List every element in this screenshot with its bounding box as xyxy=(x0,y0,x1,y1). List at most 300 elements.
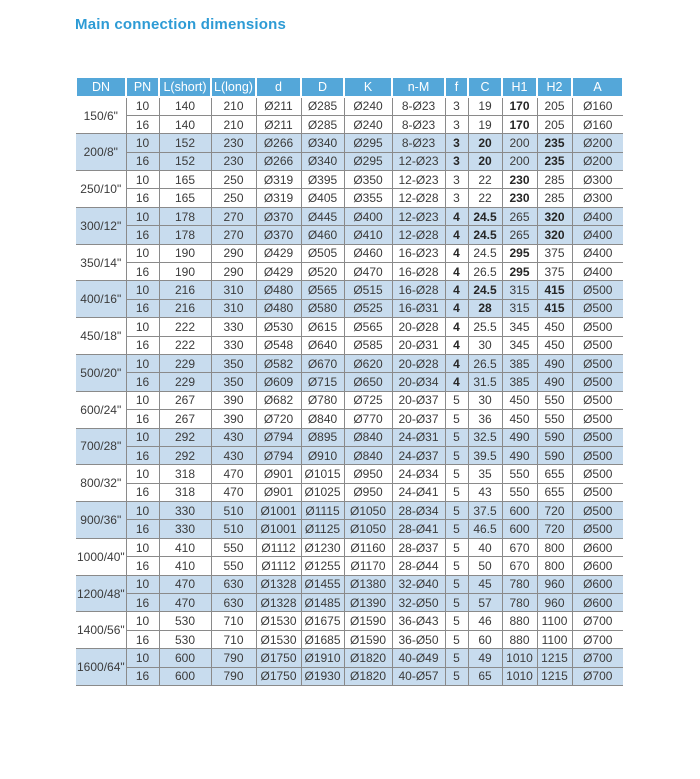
pn-cell: 16 xyxy=(126,410,159,428)
value-cell: 20-Ø37 xyxy=(392,391,445,409)
value-cell: 230 xyxy=(502,171,537,189)
value-cell: 470 xyxy=(159,575,211,593)
dn-cell: 900/36" xyxy=(76,502,126,539)
value-cell: 1100 xyxy=(537,630,572,648)
value-cell: Ø715 xyxy=(301,373,344,391)
dn-cell: 400/16" xyxy=(76,281,126,318)
value-cell: 375 xyxy=(537,244,572,262)
value-cell: Ø600 xyxy=(572,538,623,556)
value-cell: 5 xyxy=(445,667,468,685)
value-cell: 8-Ø23 xyxy=(392,97,445,115)
value-cell: Ø400 xyxy=(344,207,392,225)
pn-cell: 16 xyxy=(126,557,159,575)
value-cell: Ø580 xyxy=(301,299,344,317)
value-cell: 720 xyxy=(537,520,572,538)
value-cell: Ø1025 xyxy=(301,483,344,501)
dn-cell: 1000/40" xyxy=(76,538,126,575)
value-cell: 318 xyxy=(159,465,211,483)
value-cell: 880 xyxy=(502,612,537,630)
value-cell: 5 xyxy=(445,575,468,593)
value-cell: 310 xyxy=(211,299,256,317)
column-header: D xyxy=(301,77,344,97)
value-cell: Ø1750 xyxy=(256,649,301,667)
value-cell: Ø410 xyxy=(344,226,392,244)
value-cell: Ø794 xyxy=(256,446,301,464)
table-header xyxy=(76,77,623,97)
value-cell: 178 xyxy=(159,226,211,244)
value-cell: 3 xyxy=(445,115,468,133)
value-cell: Ø700 xyxy=(572,612,623,630)
value-cell: Ø700 xyxy=(572,667,623,685)
pn-cell: 16 xyxy=(126,336,159,354)
value-cell: Ø1050 xyxy=(344,520,392,538)
value-cell: Ø1255 xyxy=(301,557,344,575)
value-cell: 20-Ø28 xyxy=(392,318,445,336)
pn-cell: 10 xyxy=(126,281,159,299)
value-cell: 165 xyxy=(159,189,211,207)
pn-cell: 10 xyxy=(126,465,159,483)
value-cell: Ø370 xyxy=(256,226,301,244)
value-cell: Ø582 xyxy=(256,354,301,372)
value-cell: 5 xyxy=(445,557,468,575)
dn-cell: 700/28" xyxy=(76,428,126,465)
value-cell: 32-Ø50 xyxy=(392,594,445,612)
table-row xyxy=(76,428,623,446)
value-cell: Ø300 xyxy=(572,189,623,207)
value-cell: 600 xyxy=(502,520,537,538)
value-cell: 28-Ø37 xyxy=(392,538,445,556)
value-cell: 37.5 xyxy=(468,502,502,520)
value-cell: 24.5 xyxy=(468,226,502,244)
value-cell: 235 xyxy=(537,152,572,170)
column-header: L(short) xyxy=(159,77,211,97)
value-cell: 16-Ø31 xyxy=(392,299,445,317)
value-cell: 4 xyxy=(445,354,468,372)
value-cell: Ø682 xyxy=(256,391,301,409)
value-cell: 30 xyxy=(468,391,502,409)
dn-cell: 150/6" xyxy=(76,97,126,134)
value-cell: Ø285 xyxy=(301,97,344,115)
value-cell: 20-Ø31 xyxy=(392,336,445,354)
value-cell: Ø1160 xyxy=(344,538,392,556)
value-cell: Ø160 xyxy=(572,97,623,115)
value-cell: 3 xyxy=(445,152,468,170)
value-cell: 320 xyxy=(537,207,572,225)
value-cell: 22 xyxy=(468,171,502,189)
value-cell: 36-Ø50 xyxy=(392,630,445,648)
value-cell: Ø525 xyxy=(344,299,392,317)
value-cell: 510 xyxy=(211,520,256,538)
table-row xyxy=(76,465,623,483)
value-cell: 5 xyxy=(445,594,468,612)
value-cell: Ø1530 xyxy=(256,630,301,648)
column-header: K xyxy=(344,77,392,97)
value-cell: 670 xyxy=(502,538,537,556)
value-cell: 32.5 xyxy=(468,428,502,446)
table-row xyxy=(76,134,623,152)
value-cell: 375 xyxy=(537,263,572,281)
value-cell: 229 xyxy=(159,354,211,372)
value-cell: 267 xyxy=(159,410,211,428)
value-cell: 415 xyxy=(537,281,572,299)
value-cell: Ø460 xyxy=(301,226,344,244)
value-cell: Ø400 xyxy=(572,207,623,225)
value-cell: Ø355 xyxy=(344,189,392,207)
value-cell: 290 xyxy=(211,244,256,262)
value-cell: 295 xyxy=(502,244,537,262)
value-cell: Ø620 xyxy=(344,354,392,372)
value-cell: 330 xyxy=(159,520,211,538)
column-header: f xyxy=(445,77,468,97)
table-row xyxy=(76,391,623,409)
value-cell: Ø950 xyxy=(344,483,392,501)
value-cell: 490 xyxy=(502,446,537,464)
value-cell: 330 xyxy=(211,336,256,354)
value-cell: 600 xyxy=(159,667,211,685)
value-cell: Ø1328 xyxy=(256,594,301,612)
value-cell: 385 xyxy=(502,354,537,372)
value-cell: 24-Ø41 xyxy=(392,483,445,501)
value-cell: 350 xyxy=(211,373,256,391)
pn-cell: 10 xyxy=(126,171,159,189)
value-cell: 20-Ø34 xyxy=(392,373,445,391)
pn-cell: 16 xyxy=(126,667,159,685)
table-row xyxy=(76,244,623,262)
value-cell: 1215 xyxy=(537,667,572,685)
value-cell: 4 xyxy=(445,263,468,281)
dn-cell: 200/8" xyxy=(76,134,126,171)
value-cell: 50 xyxy=(468,557,502,575)
table-row xyxy=(76,336,623,354)
table-row xyxy=(76,373,623,391)
value-cell: 32-Ø40 xyxy=(392,575,445,593)
value-cell: 46.5 xyxy=(468,520,502,538)
value-cell: 470 xyxy=(211,483,256,501)
table-row xyxy=(76,189,623,207)
value-cell: 28-Ø44 xyxy=(392,557,445,575)
value-cell: Ø1455 xyxy=(301,575,344,593)
value-cell: 165 xyxy=(159,171,211,189)
value-cell: Ø725 xyxy=(344,391,392,409)
value-cell: Ø600 xyxy=(572,557,623,575)
value-cell: 315 xyxy=(502,281,537,299)
value-cell: 345 xyxy=(502,318,537,336)
value-cell: 36 xyxy=(468,410,502,428)
table-row xyxy=(76,281,623,299)
column-header: d xyxy=(256,77,301,97)
connection-dimensions-table xyxy=(75,76,624,686)
value-cell: 222 xyxy=(159,336,211,354)
value-cell: 20 xyxy=(468,134,502,152)
pn-cell: 16 xyxy=(126,446,159,464)
pn-cell: 16 xyxy=(126,263,159,281)
dn-cell: 600/24" xyxy=(76,391,126,428)
value-cell: 230 xyxy=(211,152,256,170)
pn-cell: 10 xyxy=(126,207,159,225)
value-cell: 390 xyxy=(211,410,256,428)
value-cell: Ø950 xyxy=(344,465,392,483)
value-cell: 40-Ø57 xyxy=(392,667,445,685)
pn-cell: 10 xyxy=(126,134,159,152)
value-cell: Ø1675 xyxy=(301,612,344,630)
value-cell: 292 xyxy=(159,446,211,464)
value-cell: Ø1170 xyxy=(344,557,392,575)
value-cell: 880 xyxy=(502,630,537,648)
pn-cell: 16 xyxy=(126,373,159,391)
table-row xyxy=(76,520,623,538)
value-cell: 780 xyxy=(502,594,537,612)
value-cell: 4 xyxy=(445,226,468,244)
dn-cell: 500/20" xyxy=(76,354,126,391)
value-cell: Ø429 xyxy=(256,263,301,281)
value-cell: 4 xyxy=(445,281,468,299)
table-row xyxy=(76,557,623,575)
value-cell: 292 xyxy=(159,428,211,446)
pn-cell: 16 xyxy=(126,483,159,501)
value-cell: Ø500 xyxy=(572,336,623,354)
value-cell: 3 xyxy=(445,189,468,207)
value-cell: Ø1820 xyxy=(344,667,392,685)
value-cell: 290 xyxy=(211,263,256,281)
column-header: PN xyxy=(126,77,159,97)
value-cell: 410 xyxy=(159,538,211,556)
column-header: L(long) xyxy=(211,77,256,97)
value-cell: 12-Ø28 xyxy=(392,189,445,207)
value-cell: 790 xyxy=(211,667,256,685)
value-cell: 24-Ø34 xyxy=(392,465,445,483)
value-cell: Ø500 xyxy=(572,410,623,428)
value-cell: 26.5 xyxy=(468,263,502,281)
pn-cell: 16 xyxy=(126,226,159,244)
value-cell: 216 xyxy=(159,281,211,299)
value-cell: Ø585 xyxy=(344,336,392,354)
value-cell: Ø460 xyxy=(344,244,392,262)
value-cell: 210 xyxy=(211,97,256,115)
value-cell: 40 xyxy=(468,538,502,556)
value-cell: 5 xyxy=(445,410,468,428)
pn-cell: 10 xyxy=(126,612,159,630)
value-cell: Ø1910 xyxy=(301,649,344,667)
value-cell: 26.5 xyxy=(468,354,502,372)
value-cell: Ø840 xyxy=(344,428,392,446)
dn-cell: 800/32" xyxy=(76,465,126,502)
value-cell: Ø600 xyxy=(572,594,623,612)
value-cell: Ø670 xyxy=(301,354,344,372)
value-cell: 57 xyxy=(468,594,502,612)
value-cell: 960 xyxy=(537,594,572,612)
value-cell: 16-Ø28 xyxy=(392,263,445,281)
value-cell: Ø500 xyxy=(572,354,623,372)
value-cell: 265 xyxy=(502,226,537,244)
value-cell: 3 xyxy=(445,134,468,152)
value-cell: Ø1930 xyxy=(301,667,344,685)
value-cell: 200 xyxy=(502,134,537,152)
column-header: H1 xyxy=(502,77,537,97)
value-cell: 550 xyxy=(537,410,572,428)
value-cell: 267 xyxy=(159,391,211,409)
column-header: n-M xyxy=(392,77,445,97)
value-cell: 152 xyxy=(159,134,211,152)
value-cell: 43 xyxy=(468,483,502,501)
table-row xyxy=(76,410,623,428)
value-cell: 210 xyxy=(211,115,256,133)
value-cell: 28 xyxy=(468,299,502,317)
value-cell: Ø370 xyxy=(256,207,301,225)
value-cell: Ø780 xyxy=(301,391,344,409)
value-cell: 800 xyxy=(537,557,572,575)
value-cell: 65 xyxy=(468,667,502,685)
value-cell: 24.5 xyxy=(468,244,502,262)
value-cell: 530 xyxy=(159,630,211,648)
value-cell: 12-Ø23 xyxy=(392,171,445,189)
table-row xyxy=(76,318,623,336)
value-cell: Ø1115 xyxy=(301,502,344,520)
table-row xyxy=(76,502,623,520)
value-cell: 28-Ø34 xyxy=(392,502,445,520)
value-cell: 4 xyxy=(445,318,468,336)
value-cell: 4 xyxy=(445,336,468,354)
value-cell: 1010 xyxy=(502,649,537,667)
value-cell: Ø500 xyxy=(572,483,623,501)
value-cell: 5 xyxy=(445,520,468,538)
value-cell: Ø515 xyxy=(344,281,392,299)
value-cell: Ø1390 xyxy=(344,594,392,612)
value-cell: 36-Ø43 xyxy=(392,612,445,630)
value-cell: Ø1125 xyxy=(301,520,344,538)
table-row xyxy=(76,152,623,170)
value-cell: Ø1230 xyxy=(301,538,344,556)
pn-cell: 16 xyxy=(126,152,159,170)
value-cell: 600 xyxy=(502,502,537,520)
value-cell: 16-Ø23 xyxy=(392,244,445,262)
value-cell: Ø300 xyxy=(572,171,623,189)
value-cell: 152 xyxy=(159,152,211,170)
value-cell: Ø615 xyxy=(301,318,344,336)
value-cell: 46 xyxy=(468,612,502,630)
value-cell: Ø200 xyxy=(572,152,623,170)
value-cell: Ø340 xyxy=(301,134,344,152)
value-cell: 190 xyxy=(159,244,211,262)
value-cell: Ø1112 xyxy=(256,538,301,556)
value-cell: 330 xyxy=(211,318,256,336)
value-cell: Ø160 xyxy=(572,115,623,133)
table-row xyxy=(76,667,623,685)
value-cell: 345 xyxy=(502,336,537,354)
value-cell: Ø901 xyxy=(256,483,301,501)
value-cell: 430 xyxy=(211,428,256,446)
value-cell: 200 xyxy=(502,152,537,170)
value-cell: Ø240 xyxy=(344,97,392,115)
value-cell: 216 xyxy=(159,299,211,317)
value-cell: 450 xyxy=(502,410,537,428)
value-cell: 330 xyxy=(159,502,211,520)
value-cell: Ø1685 xyxy=(301,630,344,648)
value-cell: Ø1750 xyxy=(256,667,301,685)
value-cell: 5 xyxy=(445,446,468,464)
value-cell: Ø350 xyxy=(344,171,392,189)
value-cell: Ø405 xyxy=(301,189,344,207)
value-cell: 318 xyxy=(159,483,211,501)
table-row xyxy=(76,171,623,189)
value-cell: 16-Ø28 xyxy=(392,281,445,299)
value-cell: 265 xyxy=(502,207,537,225)
value-cell: 190 xyxy=(159,263,211,281)
table-row xyxy=(76,263,623,281)
value-cell: 250 xyxy=(211,189,256,207)
value-cell: 310 xyxy=(211,281,256,299)
value-cell: Ø500 xyxy=(572,318,623,336)
table-row xyxy=(76,97,623,115)
value-cell: 25.5 xyxy=(468,318,502,336)
value-cell: Ø500 xyxy=(572,391,623,409)
value-cell: 170 xyxy=(502,97,537,115)
dn-cell: 300/12" xyxy=(76,207,126,244)
table-row xyxy=(76,538,623,556)
table-row xyxy=(76,115,623,133)
value-cell: Ø1590 xyxy=(344,630,392,648)
value-cell: 800 xyxy=(537,538,572,556)
value-cell: 550 xyxy=(502,483,537,501)
table-row xyxy=(76,483,623,501)
value-cell: 450 xyxy=(537,318,572,336)
value-cell: 600 xyxy=(159,649,211,667)
value-cell: 22 xyxy=(468,189,502,207)
value-cell: Ø285 xyxy=(301,115,344,133)
value-cell: 5 xyxy=(445,465,468,483)
value-cell: 285 xyxy=(537,171,572,189)
value-cell: 31.5 xyxy=(468,373,502,391)
value-cell: 510 xyxy=(211,502,256,520)
pn-cell: 10 xyxy=(126,575,159,593)
value-cell: 490 xyxy=(502,428,537,446)
value-cell: Ø1050 xyxy=(344,502,392,520)
value-cell: Ø266 xyxy=(256,134,301,152)
value-cell: Ø500 xyxy=(572,465,623,483)
value-cell: Ø505 xyxy=(301,244,344,262)
value-cell: 250 xyxy=(211,171,256,189)
value-cell: Ø895 xyxy=(301,428,344,446)
value-cell: 178 xyxy=(159,207,211,225)
value-cell: 5 xyxy=(445,612,468,630)
dn-cell: 450/18" xyxy=(76,318,126,355)
value-cell: Ø500 xyxy=(572,502,623,520)
value-cell: 780 xyxy=(502,575,537,593)
pn-cell: 16 xyxy=(126,630,159,648)
value-cell: 1100 xyxy=(537,612,572,630)
column-header: C xyxy=(468,77,502,97)
value-cell: Ø400 xyxy=(572,226,623,244)
value-cell: 470 xyxy=(211,465,256,483)
value-cell: Ø565 xyxy=(301,281,344,299)
value-cell: 4 xyxy=(445,373,468,391)
value-cell: 790 xyxy=(211,649,256,667)
value-cell: 28-Ø41 xyxy=(392,520,445,538)
value-cell: Ø500 xyxy=(572,520,623,538)
table-row xyxy=(76,207,623,225)
dn-cell: 350/14" xyxy=(76,244,126,281)
value-cell: 4 xyxy=(445,207,468,225)
value-cell: 550 xyxy=(502,465,537,483)
value-cell: 550 xyxy=(211,538,256,556)
value-cell: Ø395 xyxy=(301,171,344,189)
value-cell: 45 xyxy=(468,575,502,593)
table-row xyxy=(76,649,623,667)
value-cell: Ø200 xyxy=(572,134,623,152)
dn-cell: 1400/56" xyxy=(76,612,126,649)
value-cell: 222 xyxy=(159,318,211,336)
pn-cell: 10 xyxy=(126,354,159,372)
value-cell: 3 xyxy=(445,171,468,189)
